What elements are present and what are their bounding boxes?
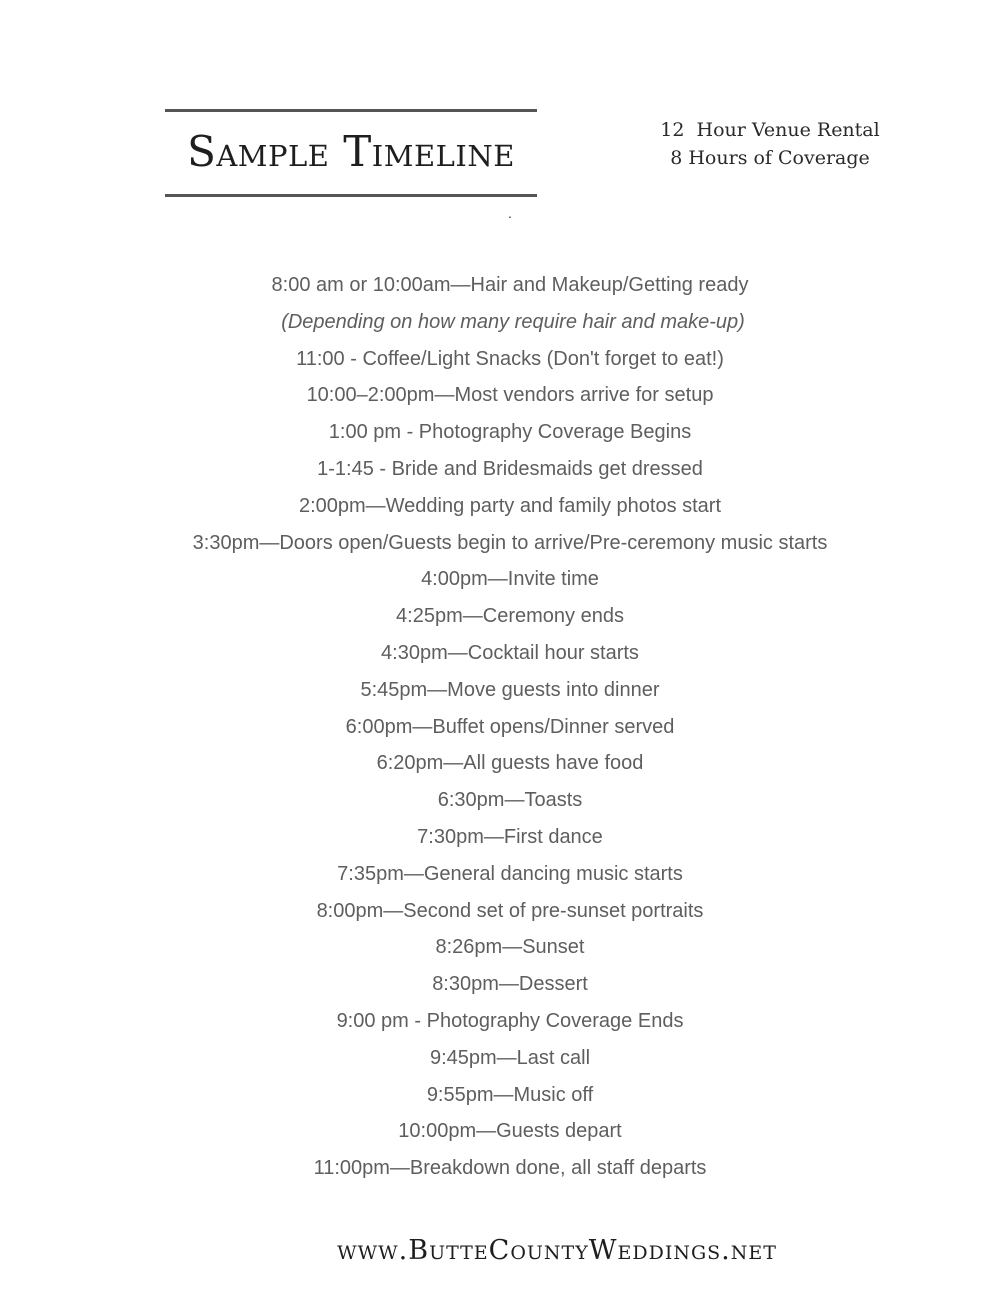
timeline-item: 4:30pm—Cocktail hour starts <box>381 641 639 664</box>
timeline-item: 9:55pm—Music off <box>426 1083 594 1106</box>
timeline-item: 7:30pm—First dance <box>417 825 603 848</box>
title-bottom-rule <box>165 194 537 197</box>
timeline-item: 4:25pm—Ceremony ends <box>396 605 624 628</box>
timeline-item: 10:00–2:00pm—Most vendors arrive for setup <box>306 384 714 407</box>
timeline-item: 7:35pm—General dancing music starts <box>337 862 683 885</box>
coverage-info <box>620 116 920 172</box>
timeline-item: 11:00 - Coffee/Light Snacks (Don't forget to eat!) <box>296 347 724 370</box>
timeline-item: 9:45pm—Last call <box>429 1046 591 1069</box>
timeline-item: 1-1:45 - Bride and Bridesmaids get dressed <box>317 457 703 480</box>
page-title: Sample Timeline <box>187 127 515 176</box>
timeline-item: 3:30pm—Doors open/Guests begin to arrive/Pre-ceremony music starts <box>192 531 828 554</box>
venue-rental-text: 12 Hour Venue Rental <box>660 119 880 141</box>
timeline-item: 11:00pm—Breakdown done, all staff departs <box>313 1157 707 1180</box>
title-block <box>165 109 537 198</box>
timeline-item: 8:30pm—Dessert <box>432 973 588 996</box>
website-url: www.ButteCountyWeddings.net <box>337 1235 777 1266</box>
timeline-list <box>0 267 1000 1187</box>
timeline-item: 1:00 pm - Photography Coverage Begins <box>328 421 692 444</box>
timeline-item: 8:00pm—Second set of pre-sunset portraits <box>316 899 704 922</box>
timeline-item: 2:00pm—Wedding party and family photos start <box>298 494 722 517</box>
timeline-item: 10:00pm—Guests depart <box>398 1120 622 1143</box>
timeline-item: 9:00 pm - Photography Coverage Ends <box>336 1009 684 1032</box>
title-top-rule <box>165 109 537 112</box>
timeline-item: 4:00pm—Invite time <box>421 568 599 591</box>
stray-dot: . <box>508 205 512 221</box>
timeline-item: 5:45pm—Move guests into dinner <box>360 678 660 701</box>
timeline-item: 8:00 am or 10:00am—Hair and Makeup/Getting ready <box>271 274 749 296</box>
timeline-item: 6:00pm—Buffet opens/Dinner served <box>345 715 675 738</box>
timeline-item: 6:20pm—All guests have food <box>376 752 644 775</box>
timeline-item: 6:30pm—Toasts <box>437 789 583 812</box>
timeline-note: (Depending on how many require hair and make-up) <box>281 310 745 333</box>
timeline-item: 8:26pm—Sunset <box>435 936 585 959</box>
coverage-hours-text: 8 Hours of Coverage <box>670 147 870 169</box>
